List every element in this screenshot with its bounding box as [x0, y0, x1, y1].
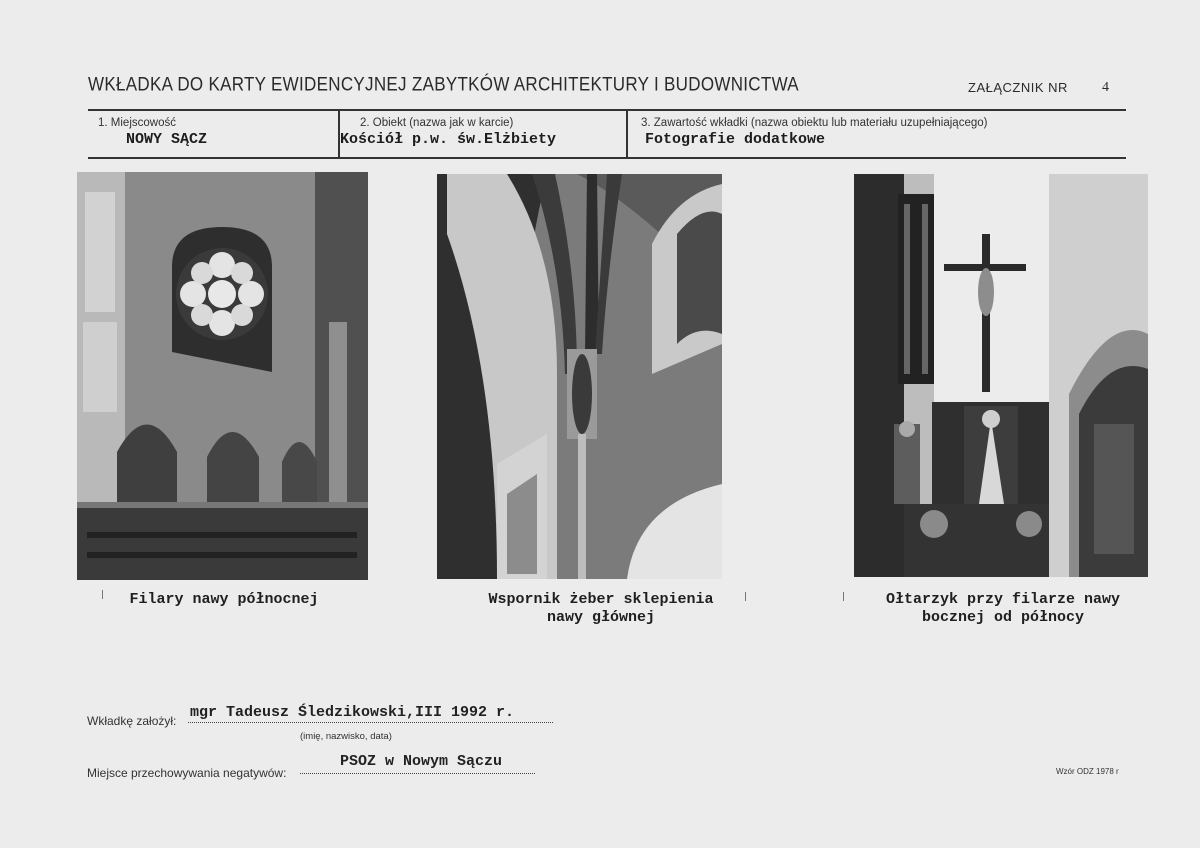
caption-photo-3 — [862, 591, 1144, 627]
caption-tick-mark — [102, 590, 103, 599]
storage-label: Miejsce przechowywania negatywów: — [87, 766, 287, 780]
sheet-title: WKŁADKA DO KARTY EWIDENCYJNEJ ZABYTKÓW ARCHITEKTURY I BUDOWNICTWA — [88, 73, 799, 95]
form-code: Wzór ODZ 1978 r — [1056, 767, 1119, 776]
photo-north-nave-pillars — [77, 172, 368, 580]
contents-value: Fotografie dodatkowe — [645, 131, 826, 148]
field-divider — [626, 111, 628, 157]
caption-tick-mark — [745, 592, 746, 601]
header-rule-top — [88, 109, 1126, 111]
author-dotted-line — [188, 722, 553, 723]
contents-label: 3. Zawartość wkładki (nazwa obiektu lub materiału uzupełniającego) — [641, 117, 988, 129]
author-value: mgr Tadeusz Śledzikowski,III 1992 r. — [190, 704, 515, 721]
annex-label: ZAŁĄCZNIK NR — [968, 80, 1068, 95]
photo-vault-rib-corbel — [437, 174, 722, 579]
object-label: 2. Obiekt (nazwa jak w karcie) — [360, 117, 514, 129]
locality-value: NOWY SĄCZ — [126, 131, 208, 148]
object-value: Kościół p.w. św.Elżbiety — [340, 131, 557, 148]
author-label: Wkładkę założył: — [87, 714, 177, 728]
annex-number: 4 — [1102, 80, 1109, 95]
storage-dotted-line — [300, 773, 535, 774]
caption-tick-mark — [843, 592, 844, 601]
caption-photo-2 — [460, 591, 742, 627]
author-note: (imię, nazwisko, data) — [300, 731, 392, 742]
caption-photo-1 — [98, 591, 350, 609]
caption-line: bocznej od północy — [921, 609, 1085, 626]
caption-line: Ołtarzyk przy filarze nawy — [885, 591, 1121, 608]
photo-side-altar — [854, 174, 1148, 577]
caption-line: Wspornik żeber sklepienia — [488, 591, 714, 608]
caption-line: Filary nawy północnej — [129, 591, 319, 608]
header-rule-bottom — [88, 157, 1126, 159]
locality-label: 1. Miejscowość — [98, 117, 176, 129]
storage-value: PSOZ w Nowym Sączu — [340, 753, 503, 770]
caption-line: nawy głównej — [546, 609, 656, 626]
